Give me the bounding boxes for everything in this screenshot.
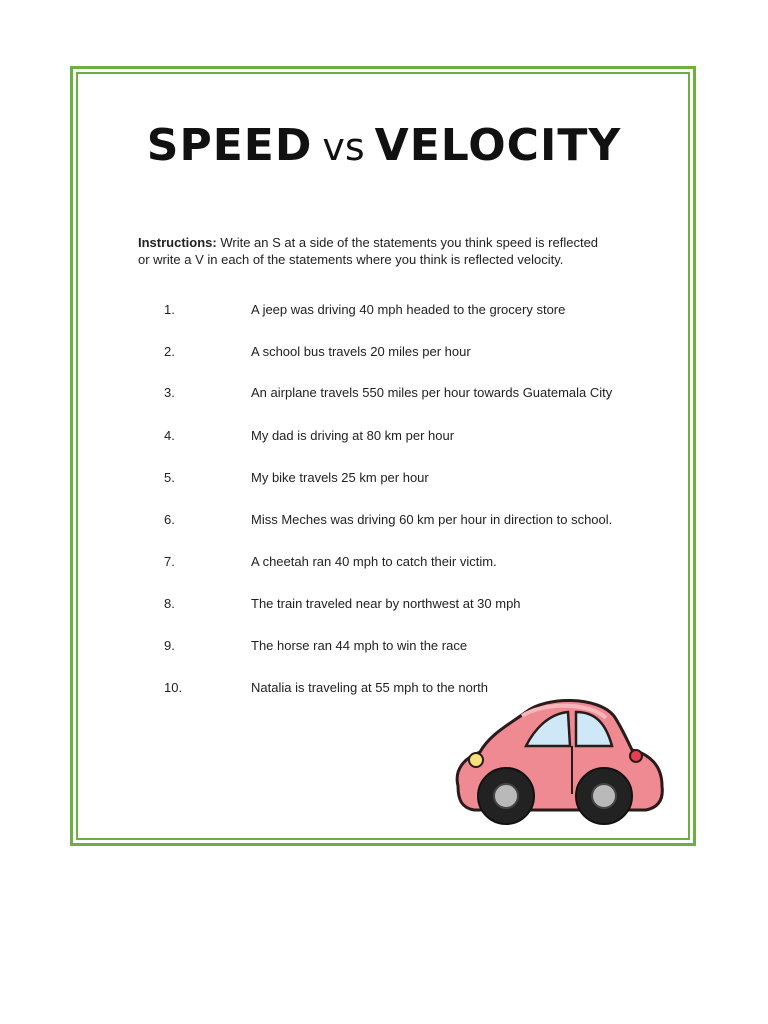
item-text: The horse ran 44 mph to win the race [251,638,468,653]
title-speed: SPEED [146,120,313,171]
item-text: A jeep was driving 40 mph headed to the grocery store [251,302,566,317]
instructions-line2: or write a V in each of the statements where you think is reflected velocity. [138,252,564,267]
item-number: 3. [164,385,175,400]
item-text: A cheetah ran 40 mph to catch their victim. [251,554,497,569]
item-number: 2. [164,344,175,359]
instructions-label: Instructions: [138,235,217,250]
instructions [138,234,658,268]
item-number: 4. [164,428,175,443]
item-number: 10. [164,680,183,695]
item-text: An airplane travels 550 miles per hour towards Guatemala City [251,385,613,400]
title-velocity: VELOCITY [374,120,622,171]
car-taillight [630,750,642,762]
item-text: My bike travels 25 km per hour [251,470,429,485]
car-illustration [450,690,670,840]
item-number: 5. [164,470,175,485]
title-vs: vs [322,125,365,169]
page-title [0,120,768,171]
car-rear-hubcap [592,784,616,808]
item-number: 8. [164,596,175,611]
item-text: Miss Meches was driving 60 km per hour in direction to school. [251,512,613,527]
item-number: 7. [164,554,175,569]
item-number: 1. [164,302,175,317]
car-headlight [469,753,483,767]
car-front-hubcap [494,784,518,808]
item-text: The train traveled near by northwest at 30 mph [251,596,521,611]
item-number: 6. [164,512,175,527]
item-text: A school bus travels 20 miles per hour [251,344,471,359]
instructions-line1: Write an S at a side of the statements you think speed is reflected [216,235,599,250]
item-text: Natalia is traveling at 55 mph to the north [251,680,489,695]
item-number: 9. [164,638,175,653]
item-text: My dad is driving at 80 km per hour [251,428,455,443]
